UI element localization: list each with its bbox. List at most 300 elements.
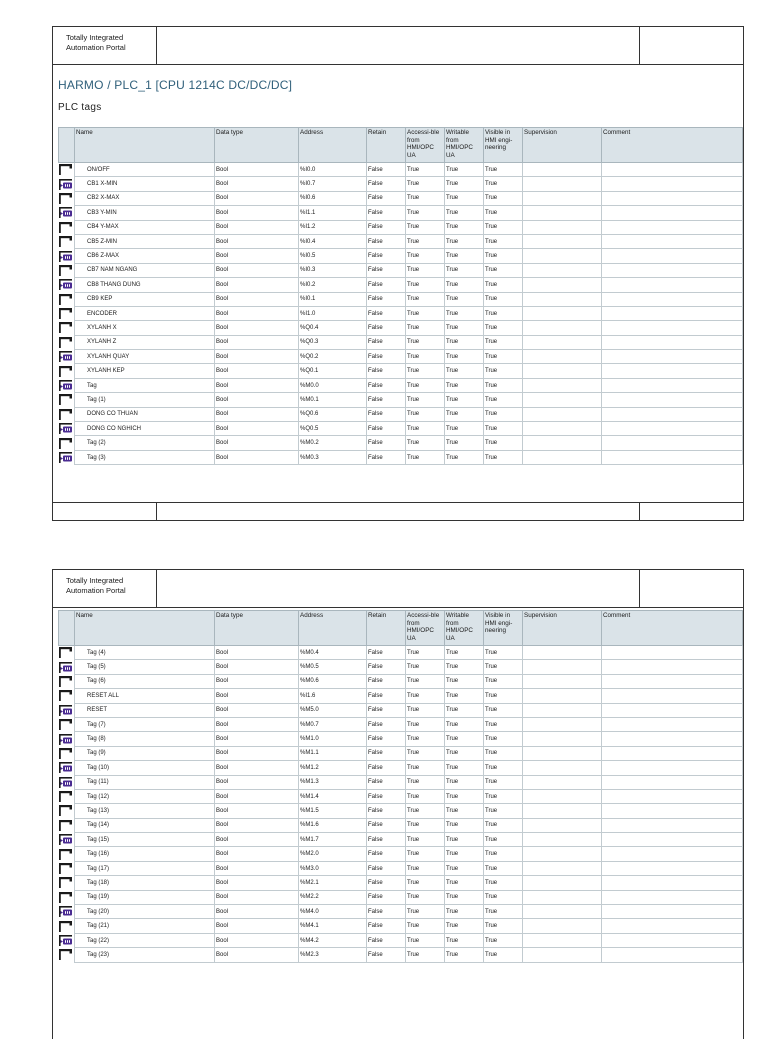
table-row[interactable] <box>59 436 743 450</box>
visible-cell[interactable]: True <box>484 234 523 248</box>
table-row[interactable] <box>59 450 743 464</box>
comment-cell[interactable] <box>602 263 743 277</box>
writable-cell[interactable]: True <box>445 890 484 904</box>
supervision-cell[interactable] <box>523 905 602 919</box>
tag-icon-cell[interactable] <box>59 206 75 220</box>
table-row[interactable] <box>59 674 743 688</box>
tag-name-cell[interactable]: CB5 Z-MIN <box>75 234 215 248</box>
retain-cell[interactable]: False <box>367 422 406 436</box>
retain-cell[interactable]: False <box>367 292 406 306</box>
column-header-retain[interactable]: Retain <box>367 128 406 163</box>
supervision-cell[interactable] <box>523 876 602 890</box>
address-cell[interactable]: %M0.6 <box>299 674 367 688</box>
writable-cell[interactable]: True <box>445 335 484 349</box>
supervision-cell[interactable] <box>523 689 602 703</box>
visible-cell[interactable]: True <box>484 775 523 789</box>
datatype-cell[interactable]: Bool <box>215 234 299 248</box>
tag-name-cell[interactable]: Tag <box>75 378 215 392</box>
tag-name-cell[interactable]: Tag (20) <box>75 905 215 919</box>
tag-icon-cell[interactable] <box>59 876 75 890</box>
address-cell[interactable]: %I0.5 <box>299 249 367 263</box>
supervision-cell[interactable] <box>523 746 602 760</box>
datatype-cell[interactable]: Bool <box>215 674 299 688</box>
accessible-cell[interactable]: True <box>406 919 445 933</box>
tag-name-cell[interactable]: Tag (22) <box>75 933 215 947</box>
comment-cell[interactable] <box>602 804 743 818</box>
table-row[interactable] <box>59 249 743 263</box>
tag-icon-cell[interactable] <box>59 833 75 847</box>
tag-name-cell[interactable]: Tag (13) <box>75 804 215 818</box>
visible-cell[interactable]: True <box>484 378 523 392</box>
comment-cell[interactable] <box>602 191 743 205</box>
visible-cell[interactable]: True <box>484 450 523 464</box>
tag-name-cell[interactable]: Tag (23) <box>75 948 215 962</box>
address-cell[interactable]: %M1.6 <box>299 818 367 832</box>
visible-cell[interactable]: True <box>484 804 523 818</box>
supervision-cell[interactable] <box>523 717 602 731</box>
accessible-cell[interactable]: True <box>406 422 445 436</box>
comment-cell[interactable] <box>602 876 743 890</box>
table-row[interactable] <box>59 660 743 674</box>
supervision-cell[interactable] <box>523 191 602 205</box>
retain-cell[interactable]: False <box>367 278 406 292</box>
accessible-cell[interactable]: True <box>406 732 445 746</box>
accessible-cell[interactable]: True <box>406 393 445 407</box>
accessible-cell[interactable]: True <box>406 905 445 919</box>
address-cell[interactable]: %I1.2 <box>299 220 367 234</box>
visible-cell[interactable]: True <box>484 660 523 674</box>
accessible-cell[interactable]: True <box>406 789 445 803</box>
retain-cell[interactable]: False <box>367 689 406 703</box>
retain-cell[interactable]: False <box>367 761 406 775</box>
table-row[interactable] <box>59 393 743 407</box>
tag-name-cell[interactable]: Tag (12) <box>75 789 215 803</box>
table-row[interactable] <box>59 861 743 875</box>
writable-cell[interactable]: True <box>445 378 484 392</box>
comment-cell[interactable] <box>602 249 743 263</box>
accessible-cell[interactable]: True <box>406 450 445 464</box>
tag-icon-cell[interactable] <box>59 450 75 464</box>
supervision-cell[interactable] <box>523 948 602 962</box>
comment-cell[interactable] <box>602 775 743 789</box>
retain-cell[interactable]: False <box>367 703 406 717</box>
table-row[interactable] <box>59 933 743 947</box>
column-header-visible[interactable]: Visible in HMI engi-neering <box>484 128 523 163</box>
retain-cell[interactable]: False <box>367 436 406 450</box>
comment-cell[interactable] <box>602 335 743 349</box>
tag-name-cell[interactable]: ENCODER <box>75 306 215 320</box>
writable-cell[interactable]: True <box>445 350 484 364</box>
visible-cell[interactable]: True <box>484 933 523 947</box>
tag-name-cell[interactable]: CB6 Z-MAX <box>75 249 215 263</box>
writable-cell[interactable]: True <box>445 450 484 464</box>
address-cell[interactable]: %M4.2 <box>299 933 367 947</box>
tag-name-cell[interactable]: CB7 NAM NGANG <box>75 263 215 277</box>
datatype-cell[interactable]: Bool <box>215 321 299 335</box>
tag-name-cell[interactable]: Tag (17) <box>75 861 215 875</box>
visible-cell[interactable]: True <box>484 847 523 861</box>
visible-cell[interactable]: True <box>484 689 523 703</box>
comment-cell[interactable] <box>602 163 743 177</box>
retain-cell[interactable]: False <box>367 364 406 378</box>
accessible-cell[interactable]: True <box>406 436 445 450</box>
datatype-cell[interactable]: Bool <box>215 789 299 803</box>
supervision-cell[interactable] <box>523 646 602 660</box>
tag-name-cell[interactable]: DONG CO THUAN <box>75 407 215 421</box>
tag-name-cell[interactable]: CB3 Y-MIN <box>75 206 215 220</box>
visible-cell[interactable]: True <box>484 861 523 875</box>
table-row[interactable] <box>59 732 743 746</box>
table-row[interactable] <box>59 789 743 803</box>
datatype-cell[interactable]: Bool <box>215 407 299 421</box>
visible-cell[interactable]: True <box>484 876 523 890</box>
tag-icon-cell[interactable] <box>59 861 75 875</box>
visible-cell[interactable]: True <box>484 818 523 832</box>
table-row[interactable] <box>59 804 743 818</box>
comment-cell[interactable] <box>602 321 743 335</box>
supervision-cell[interactable] <box>523 890 602 904</box>
datatype-cell[interactable]: Bool <box>215 905 299 919</box>
column-header-name[interactable]: Name <box>75 611 215 646</box>
address-cell[interactable]: %I1.1 <box>299 206 367 220</box>
tag-icon-cell[interactable] <box>59 689 75 703</box>
table-row[interactable] <box>59 292 743 306</box>
accessible-cell[interactable]: True <box>406 350 445 364</box>
table-row[interactable] <box>59 306 743 320</box>
datatype-cell[interactable]: Bool <box>215 746 299 760</box>
table-row[interactable] <box>59 689 743 703</box>
writable-cell[interactable]: True <box>445 933 484 947</box>
retain-cell[interactable]: False <box>367 732 406 746</box>
visible-cell[interactable]: True <box>484 263 523 277</box>
comment-cell[interactable] <box>602 717 743 731</box>
accessible-cell[interactable]: True <box>406 263 445 277</box>
table-row[interactable] <box>59 321 743 335</box>
comment-cell[interactable] <box>602 732 743 746</box>
accessible-cell[interactable]: True <box>406 933 445 947</box>
comment-cell[interactable] <box>602 350 743 364</box>
supervision-cell[interactable] <box>523 450 602 464</box>
writable-cell[interactable]: True <box>445 732 484 746</box>
writable-cell[interactable]: True <box>445 278 484 292</box>
writable-cell[interactable]: True <box>445 393 484 407</box>
supervision-cell[interactable] <box>523 789 602 803</box>
address-cell[interactable]: %Q0.4 <box>299 321 367 335</box>
tag-name-cell[interactable]: Tag (10) <box>75 761 215 775</box>
writable-cell[interactable]: True <box>445 861 484 875</box>
retain-cell[interactable]: False <box>367 890 406 904</box>
writable-cell[interactable]: True <box>445 206 484 220</box>
supervision-cell[interactable] <box>523 321 602 335</box>
address-cell[interactable]: %M0.3 <box>299 450 367 464</box>
comment-cell[interactable] <box>602 847 743 861</box>
comment-cell[interactable] <box>602 861 743 875</box>
retain-cell[interactable]: False <box>367 775 406 789</box>
address-cell[interactable]: %M1.3 <box>299 775 367 789</box>
column-header-datatype[interactable]: Data type <box>215 611 299 646</box>
table-row[interactable] <box>59 818 743 832</box>
writable-cell[interactable]: True <box>445 249 484 263</box>
tag-name-cell[interactable]: XYLANH X <box>75 321 215 335</box>
writable-cell[interactable]: True <box>445 876 484 890</box>
datatype-cell[interactable]: Bool <box>215 890 299 904</box>
column-header-address[interactable]: Address <box>299 128 367 163</box>
visible-cell[interactable]: True <box>484 732 523 746</box>
tag-icon-cell[interactable] <box>59 393 75 407</box>
accessible-cell[interactable]: True <box>406 306 445 320</box>
supervision-cell[interactable] <box>523 393 602 407</box>
accessible-cell[interactable]: True <box>406 847 445 861</box>
comment-cell[interactable] <box>602 660 743 674</box>
supervision-cell[interactable] <box>523 422 602 436</box>
table-row[interactable] <box>59 847 743 861</box>
tag-icon-cell[interactable] <box>59 306 75 320</box>
address-cell[interactable]: %M0.5 <box>299 660 367 674</box>
writable-cell[interactable]: True <box>445 177 484 191</box>
supervision-cell[interactable] <box>523 278 602 292</box>
tag-icon-cell[interactable] <box>59 249 75 263</box>
accessible-cell[interactable]: True <box>406 220 445 234</box>
supervision-cell[interactable] <box>523 249 602 263</box>
retain-cell[interactable]: False <box>367 335 406 349</box>
tag-icon-cell[interactable] <box>59 350 75 364</box>
comment-cell[interactable] <box>602 905 743 919</box>
tag-name-cell[interactable]: CB8 THANG DUNG <box>75 278 215 292</box>
tag-icon-cell[interactable] <box>59 905 75 919</box>
accessible-cell[interactable]: True <box>406 861 445 875</box>
visible-cell[interactable]: True <box>484 436 523 450</box>
retain-cell[interactable]: False <box>367 948 406 962</box>
tag-name-cell[interactable]: Tag (8) <box>75 732 215 746</box>
retain-cell[interactable]: False <box>367 393 406 407</box>
supervision-cell[interactable] <box>523 163 602 177</box>
address-cell[interactable]: %I1.0 <box>299 306 367 320</box>
tag-icon-cell[interactable] <box>59 703 75 717</box>
visible-cell[interactable]: True <box>484 163 523 177</box>
datatype-cell[interactable]: Bool <box>215 436 299 450</box>
writable-cell[interactable]: True <box>445 717 484 731</box>
tag-name-cell[interactable]: Tag (6) <box>75 674 215 688</box>
writable-cell[interactable]: True <box>445 321 484 335</box>
writable-cell[interactable]: True <box>445 948 484 962</box>
address-cell[interactable]: %M0.2 <box>299 436 367 450</box>
retain-cell[interactable]: False <box>367 234 406 248</box>
table-row[interactable] <box>59 378 743 392</box>
visible-cell[interactable]: True <box>484 646 523 660</box>
visible-cell[interactable]: True <box>484 393 523 407</box>
retain-cell[interactable]: False <box>367 674 406 688</box>
datatype-cell[interactable]: Bool <box>215 861 299 875</box>
table-row[interactable] <box>59 919 743 933</box>
visible-cell[interactable]: True <box>484 407 523 421</box>
visible-cell[interactable]: True <box>484 761 523 775</box>
supervision-cell[interactable] <box>523 350 602 364</box>
datatype-cell[interactable]: Bool <box>215 717 299 731</box>
retain-cell[interactable]: False <box>367 407 406 421</box>
address-cell[interactable]: %M5.0 <box>299 703 367 717</box>
tag-icon-cell[interactable] <box>59 278 75 292</box>
address-cell[interactable]: %Q0.5 <box>299 422 367 436</box>
comment-cell[interactable] <box>602 278 743 292</box>
table-row[interactable] <box>59 234 743 248</box>
retain-cell[interactable]: False <box>367 919 406 933</box>
accessible-cell[interactable]: True <box>406 177 445 191</box>
column-header-address[interactable]: Address <box>299 611 367 646</box>
accessible-cell[interactable]: True <box>406 703 445 717</box>
column-header-accessible[interactable]: Accessi-ble from HMI/OPC UA <box>406 128 445 163</box>
writable-cell[interactable]: True <box>445 905 484 919</box>
tag-icon-cell[interactable] <box>59 646 75 660</box>
datatype-cell[interactable]: Bool <box>215 660 299 674</box>
address-cell[interactable]: %M1.7 <box>299 833 367 847</box>
tag-name-cell[interactable]: CB9 KEP <box>75 292 215 306</box>
retain-cell[interactable]: False <box>367 847 406 861</box>
datatype-cell[interactable]: Bool <box>215 191 299 205</box>
tag-name-cell[interactable]: RESET <box>75 703 215 717</box>
visible-cell[interactable]: True <box>484 350 523 364</box>
tag-icon-cell[interactable] <box>59 292 75 306</box>
address-cell[interactable]: %I0.3 <box>299 263 367 277</box>
retain-cell[interactable]: False <box>367 220 406 234</box>
datatype-cell[interactable]: Bool <box>215 163 299 177</box>
table-row[interactable] <box>59 177 743 191</box>
comment-cell[interactable] <box>602 206 743 220</box>
comment-cell[interactable] <box>602 378 743 392</box>
writable-cell[interactable]: True <box>445 833 484 847</box>
visible-cell[interactable]: True <box>484 717 523 731</box>
datatype-cell[interactable]: Bool <box>215 703 299 717</box>
tag-icon-cell[interactable] <box>59 234 75 248</box>
tag-icon-cell[interactable] <box>59 378 75 392</box>
datatype-cell[interactable]: Bool <box>215 689 299 703</box>
datatype-cell[interactable]: Bool <box>215 422 299 436</box>
accessible-cell[interactable]: True <box>406 746 445 760</box>
comment-cell[interactable] <box>602 234 743 248</box>
table-row[interactable] <box>59 335 743 349</box>
comment-cell[interactable] <box>602 220 743 234</box>
retain-cell[interactable]: False <box>367 789 406 803</box>
accessible-cell[interactable]: True <box>406 378 445 392</box>
table-row[interactable] <box>59 263 743 277</box>
comment-cell[interactable] <box>602 306 743 320</box>
tag-name-cell[interactable]: Tag (21) <box>75 919 215 933</box>
accessible-cell[interactable]: True <box>406 249 445 263</box>
datatype-cell[interactable]: Bool <box>215 378 299 392</box>
writable-cell[interactable]: True <box>445 660 484 674</box>
datatype-cell[interactable]: Bool <box>215 732 299 746</box>
table-row[interactable] <box>59 905 743 919</box>
supervision-cell[interactable] <box>523 206 602 220</box>
visible-cell[interactable]: True <box>484 746 523 760</box>
comment-cell[interactable] <box>602 948 743 962</box>
supervision-cell[interactable] <box>523 306 602 320</box>
writable-cell[interactable]: True <box>445 263 484 277</box>
writable-cell[interactable]: True <box>445 422 484 436</box>
table-row[interactable] <box>59 163 743 177</box>
tag-name-cell[interactable]: Tag (9) <box>75 746 215 760</box>
table-row[interactable] <box>59 206 743 220</box>
table-row[interactable] <box>59 191 743 205</box>
supervision-cell[interactable] <box>523 732 602 746</box>
visible-cell[interactable]: True <box>484 890 523 904</box>
retain-cell[interactable]: False <box>367 450 406 464</box>
table-row[interactable] <box>59 833 743 847</box>
tag-name-cell[interactable]: Tag (18) <box>75 876 215 890</box>
table-row[interactable] <box>59 364 743 378</box>
supervision-cell[interactable] <box>523 263 602 277</box>
tag-name-cell[interactable]: XYLANH Z <box>75 335 215 349</box>
address-cell[interactable]: %M0.7 <box>299 717 367 731</box>
supervision-cell[interactable] <box>523 804 602 818</box>
tag-icon-cell[interactable] <box>59 422 75 436</box>
tag-name-cell[interactable]: Tag (16) <box>75 847 215 861</box>
supervision-cell[interactable] <box>523 234 602 248</box>
address-cell[interactable]: %M1.5 <box>299 804 367 818</box>
tag-name-cell[interactable]: RESET ALL <box>75 689 215 703</box>
tag-icon-cell[interactable] <box>59 335 75 349</box>
column-header-accessible[interactable]: Accessi-ble from HMI/OPC UA <box>406 611 445 646</box>
address-cell[interactable]: %I0.7 <box>299 177 367 191</box>
column-header-name[interactable]: Name <box>75 128 215 163</box>
accessible-cell[interactable]: True <box>406 191 445 205</box>
address-cell[interactable]: %Q0.6 <box>299 407 367 421</box>
comment-cell[interactable] <box>602 422 743 436</box>
supervision-cell[interactable] <box>523 919 602 933</box>
visible-cell[interactable]: True <box>484 833 523 847</box>
datatype-cell[interactable]: Bool <box>215 450 299 464</box>
table-row[interactable] <box>59 948 743 962</box>
retain-cell[interactable]: False <box>367 660 406 674</box>
column-header-comment[interactable]: Comment <box>602 128 743 163</box>
visible-cell[interactable]: True <box>484 206 523 220</box>
writable-cell[interactable]: True <box>445 775 484 789</box>
retain-cell[interactable]: False <box>367 378 406 392</box>
supervision-cell[interactable] <box>523 703 602 717</box>
address-cell[interactable]: %Q0.3 <box>299 335 367 349</box>
datatype-cell[interactable]: Bool <box>215 833 299 847</box>
retain-cell[interactable]: False <box>367 249 406 263</box>
datatype-cell[interactable]: Bool <box>215 364 299 378</box>
address-cell[interactable]: %M0.4 <box>299 646 367 660</box>
datatype-cell[interactable]: Bool <box>215 292 299 306</box>
supervision-cell[interactable] <box>523 378 602 392</box>
writable-cell[interactable]: True <box>445 364 484 378</box>
accessible-cell[interactable]: True <box>406 364 445 378</box>
comment-cell[interactable] <box>602 818 743 832</box>
writable-cell[interactable]: True <box>445 789 484 803</box>
visible-cell[interactable]: True <box>484 306 523 320</box>
accessible-cell[interactable]: True <box>406 717 445 731</box>
visible-cell[interactable]: True <box>484 335 523 349</box>
writable-cell[interactable]: True <box>445 220 484 234</box>
supervision-cell[interactable] <box>523 364 602 378</box>
visible-cell[interactable]: True <box>484 789 523 803</box>
tag-name-cell[interactable]: Tag (2) <box>75 436 215 450</box>
writable-cell[interactable]: True <box>445 191 484 205</box>
comment-cell[interactable] <box>602 450 743 464</box>
retain-cell[interactable]: False <box>367 876 406 890</box>
supervision-cell[interactable] <box>523 660 602 674</box>
writable-cell[interactable]: True <box>445 847 484 861</box>
column-header-retain[interactable]: Retain <box>367 611 406 646</box>
table-row[interactable] <box>59 350 743 364</box>
retain-cell[interactable]: False <box>367 306 406 320</box>
comment-cell[interactable] <box>602 890 743 904</box>
visible-cell[interactable]: True <box>484 177 523 191</box>
retain-cell[interactable]: False <box>367 321 406 335</box>
retain-cell[interactable]: False <box>367 746 406 760</box>
writable-cell[interactable]: True <box>445 407 484 421</box>
